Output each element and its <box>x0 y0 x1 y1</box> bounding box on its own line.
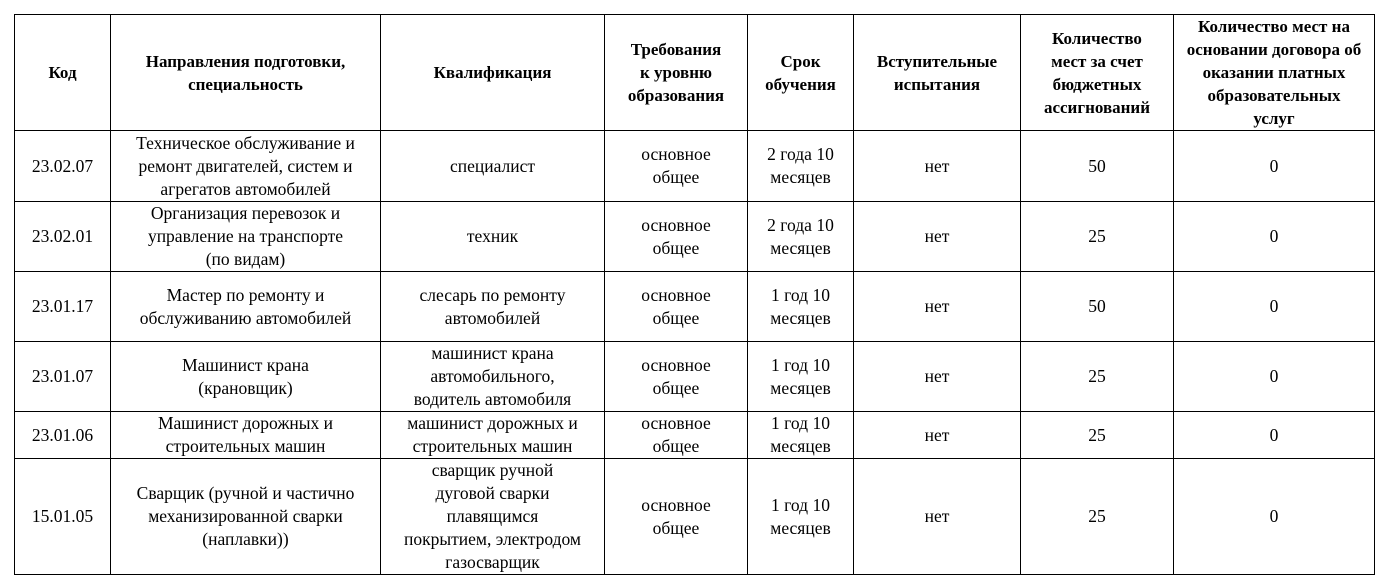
cell-code: 23.01.07 <box>15 342 111 412</box>
cell-code: 15.01.05 <box>15 459 111 575</box>
cell-education-requirement: основное общее <box>605 202 748 272</box>
cell-study-duration: 2 года 10 месяцев <box>748 131 854 202</box>
cell-entrance-exams: нет <box>854 202 1021 272</box>
cell-education-requirement: основное общее <box>605 342 748 412</box>
cell-entrance-exams: нет <box>854 272 1021 342</box>
header-budget-places: Количество мест за счет бюджетных ассигнований <box>1021 15 1174 131</box>
header-code: Код <box>15 15 111 131</box>
cell-qualification: техник <box>381 202 605 272</box>
cell-specialty: Организация перевозок и управление на транспорте (по видам) <box>111 202 381 272</box>
cell-entrance-exams: нет <box>854 342 1021 412</box>
header-qualification: Квалификация <box>381 15 605 131</box>
cell-entrance-exams: нет <box>854 412 1021 459</box>
cell-paid-places: 0 <box>1174 412 1375 459</box>
cell-specialty: Мастер по ремонту и обслуживанию автомобилей <box>111 272 381 342</box>
header-study-duration: Срок обучения <box>748 15 854 131</box>
cell-specialty: Техническое обслуживание и ремонт двигателей, систем и агрегатов автомобилей <box>111 131 381 202</box>
cell-education-requirement: основное общее <box>605 272 748 342</box>
cell-code: 23.01.17 <box>15 272 111 342</box>
cell-qualification: машинист крана автомобильного, водитель автомобиля <box>381 342 605 412</box>
programs-table <box>14 14 1375 575</box>
cell-paid-places: 0 <box>1174 459 1375 575</box>
table-row <box>15 412 1375 459</box>
table-row <box>15 342 1375 412</box>
cell-qualification: специалист <box>381 131 605 202</box>
cell-qualification: машинист дорожных и строительных машин <box>381 412 605 459</box>
cell-budget-places: 50 <box>1021 131 1174 202</box>
header-entrance-exams: Вступительные испытания <box>854 15 1021 131</box>
table-row <box>15 272 1375 342</box>
table-row <box>15 131 1375 202</box>
table-body <box>15 131 1375 575</box>
cell-specialty: Машинист дорожных и строительных машин <box>111 412 381 459</box>
header-specialty: Направления подготовки, специальность <box>111 15 381 131</box>
table-row <box>15 459 1375 575</box>
table-header <box>15 15 1375 131</box>
cell-education-requirement: основное общее <box>605 131 748 202</box>
cell-qualification: сварщик ручной дуговой сварки плавящимся покрытием, электродом газосварщик <box>381 459 605 575</box>
cell-budget-places: 25 <box>1021 202 1174 272</box>
cell-study-duration: 1 год 10 месяцев <box>748 412 854 459</box>
header-row <box>15 15 1375 131</box>
cell-qualification: слесарь по ремонту автомобилей <box>381 272 605 342</box>
cell-study-duration: 1 год 10 месяцев <box>748 272 854 342</box>
cell-paid-places: 0 <box>1174 342 1375 412</box>
cell-specialty: Машинист крана (крановщик) <box>111 342 381 412</box>
header-paid-places: Количество мест на основании договора об оказании платных образовательных услуг <box>1174 15 1375 131</box>
header-education-requirement: Требования к уровню образования <box>605 15 748 131</box>
cell-code: 23.02.01 <box>15 202 111 272</box>
cell-entrance-exams: нет <box>854 459 1021 575</box>
cell-entrance-exams: нет <box>854 131 1021 202</box>
cell-budget-places: 25 <box>1021 412 1174 459</box>
cell-budget-places: 50 <box>1021 272 1174 342</box>
cell-education-requirement: основное общее <box>605 459 748 575</box>
cell-study-duration: 1 год 10 месяцев <box>748 342 854 412</box>
cell-code: 23.01.06 <box>15 412 111 459</box>
cell-budget-places: 25 <box>1021 459 1174 575</box>
cell-specialty: Сварщик (ручной и частично механизированной сварки (наплавки)) <box>111 459 381 575</box>
cell-paid-places: 0 <box>1174 272 1375 342</box>
cell-paid-places: 0 <box>1174 202 1375 272</box>
cell-budget-places: 25 <box>1021 342 1174 412</box>
cell-study-duration: 1 год 10 месяцев <box>748 459 854 575</box>
cell-education-requirement: основное общее <box>605 412 748 459</box>
table-row <box>15 202 1375 272</box>
cell-code: 23.02.07 <box>15 131 111 202</box>
cell-paid-places: 0 <box>1174 131 1375 202</box>
cell-study-duration: 2 года 10 месяцев <box>748 202 854 272</box>
